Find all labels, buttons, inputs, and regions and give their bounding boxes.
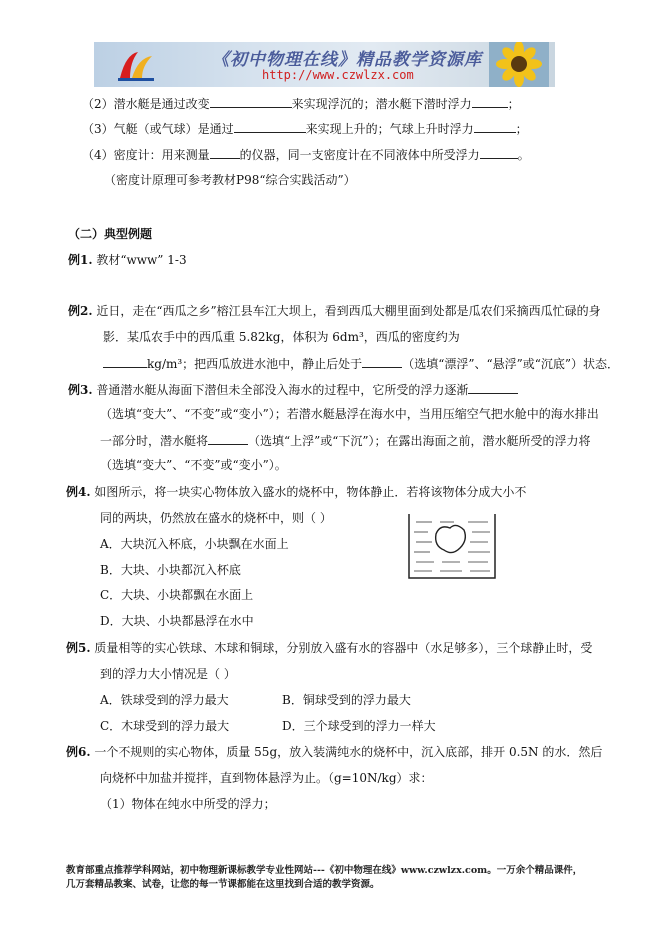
example-3-line-3: 一部分时，潜水艇将 （选填“上浮”或“下沉”）；在露出海面之前，潜水艇所受的浮力将 [100, 434, 591, 448]
answer-blank[interactable] [362, 355, 402, 368]
answer-blank[interactable] [472, 95, 508, 108]
example-6-sub-1: （1）物体在纯水中所受的浮力； [100, 797, 276, 811]
section-title: （二）典型例题 [68, 227, 153, 241]
answer-blank[interactable] [208, 432, 248, 445]
answer-blank[interactable] [468, 381, 518, 394]
example-1: 例1. 教材“www” 1-3 [68, 253, 187, 267]
example-6-line-2: 向烧杯中加盐并搅拌，直到物体悬浮为止。（g=10N/kg）求： [100, 771, 433, 785]
example-2-line-2: 影．某瓜农手中的西瓜重 5.82kg，体积为 6dm³，西瓜的密度约为 [103, 330, 460, 344]
answer-blank[interactable] [474, 120, 516, 133]
banner-title: 《初中物理在线》精品教学资源库 [212, 50, 482, 70]
site-logo-icon [116, 48, 156, 82]
example-3-line-1: 例3. 普通潜水艇从海面下潜但未全部没入海水的过程中，它所受的浮力逐渐 [68, 381, 518, 398]
example-2-line-1: 例2. 近日，走在“西瓜之乡”榕江县车江大坝上，看到西瓜大棚里面到处都是瓜农们采摘西瓜忙碌的身 [68, 304, 601, 318]
example-5-option-d[interactable]: D．三个球受到的浮力一样大 [282, 719, 436, 733]
answer-blank[interactable] [103, 355, 147, 368]
item-4-note: （密度计原理可参考教材P98“综合实践活动”） [104, 173, 356, 187]
example-2-line-3: kg/m³；把西瓜放进水池中，静止后处于 （选填“漂浮”、“悬浮”或“沉底”）状态． [103, 355, 619, 372]
answer-blank[interactable] [480, 146, 518, 159]
header-banner [94, 42, 555, 87]
example-6-line-1: 例6. 一个不规则的实心物体，质量 55g，放入装满纯水的烧杯中，沉入底部，排开 0.5N 的水．然后 [66, 745, 603, 759]
example-4-option-a[interactable]: A．大块沉入杯底，小块飘在水面上 [100, 537, 289, 551]
example-5-option-c[interactable]: C．木球受到的浮力最大 [100, 719, 230, 733]
item-3: （3）气艇（或气球）是通过 来实现上升的；气球上升时浮力 ； [82, 122, 528, 136]
banner-url[interactable]: http://www.czwlzx.com [262, 68, 414, 82]
item-4: （4）密度计：用来测量 的仪器，同一支密度计在不同液体中所受浮力 。 [82, 148, 530, 162]
example-4-option-d[interactable]: D．大块、小块都悬浮在水中 [100, 614, 254, 628]
answer-blank[interactable] [234, 120, 306, 133]
example-5-line-1: 例5. 质量相等的实心铁球、木球和铜球，分别放入盛有水的容器中（水足够多），三个球静止时，受 [66, 641, 593, 655]
example-4-option-c[interactable]: C．大块、小块都飘在水面上 [100, 588, 254, 602]
sunflower-icon [489, 42, 549, 87]
answer-blank[interactable] [210, 95, 292, 108]
example-4-option-b[interactable]: B．大块、小块都沉入杯底 [100, 563, 241, 577]
example-5-line-2: 到的浮力大小情况是（ ） [100, 667, 236, 681]
item-2: （2）潜水艇是通过改变 来实现浮沉的；潜水艇下潜时浮力 ； [82, 97, 520, 111]
example-3-line-2: （选填“变大”、“不变”或“变小”）；若潜水艇悬浮在海水中，当用压缩空气把水舱中的海水排出 [100, 407, 599, 421]
beaker-figure [406, 512, 498, 582]
example-4-line-1: 例4. 如图所示，将一块实心物体放入盛水的烧杯中，物体静止．若将该物体分成大小不 [66, 485, 527, 499]
answer-blank[interactable] [210, 146, 240, 159]
example-5-option-b[interactable]: B．铜球受到的浮力最大 [282, 693, 411, 707]
page-footer: 教育部重点推荐学科网站，初中物理新课标教学专业性网站---《初中物理在线》www.czwlzx.com。一万余个精品课件， 几万套精品教案、试卷，让您的每一节课都能在这里找到合适的教学资源。 [66, 865, 583, 890]
example-5-option-a[interactable]: A．铁球受到的浮力最大 [100, 693, 229, 707]
example-3-line-4: （选填“变大”、“不变”或“变小”）。 [100, 458, 287, 472]
example-4-line-2: 同的两块，仍然放在盛水的烧杯中，则（ ） [100, 511, 332, 525]
